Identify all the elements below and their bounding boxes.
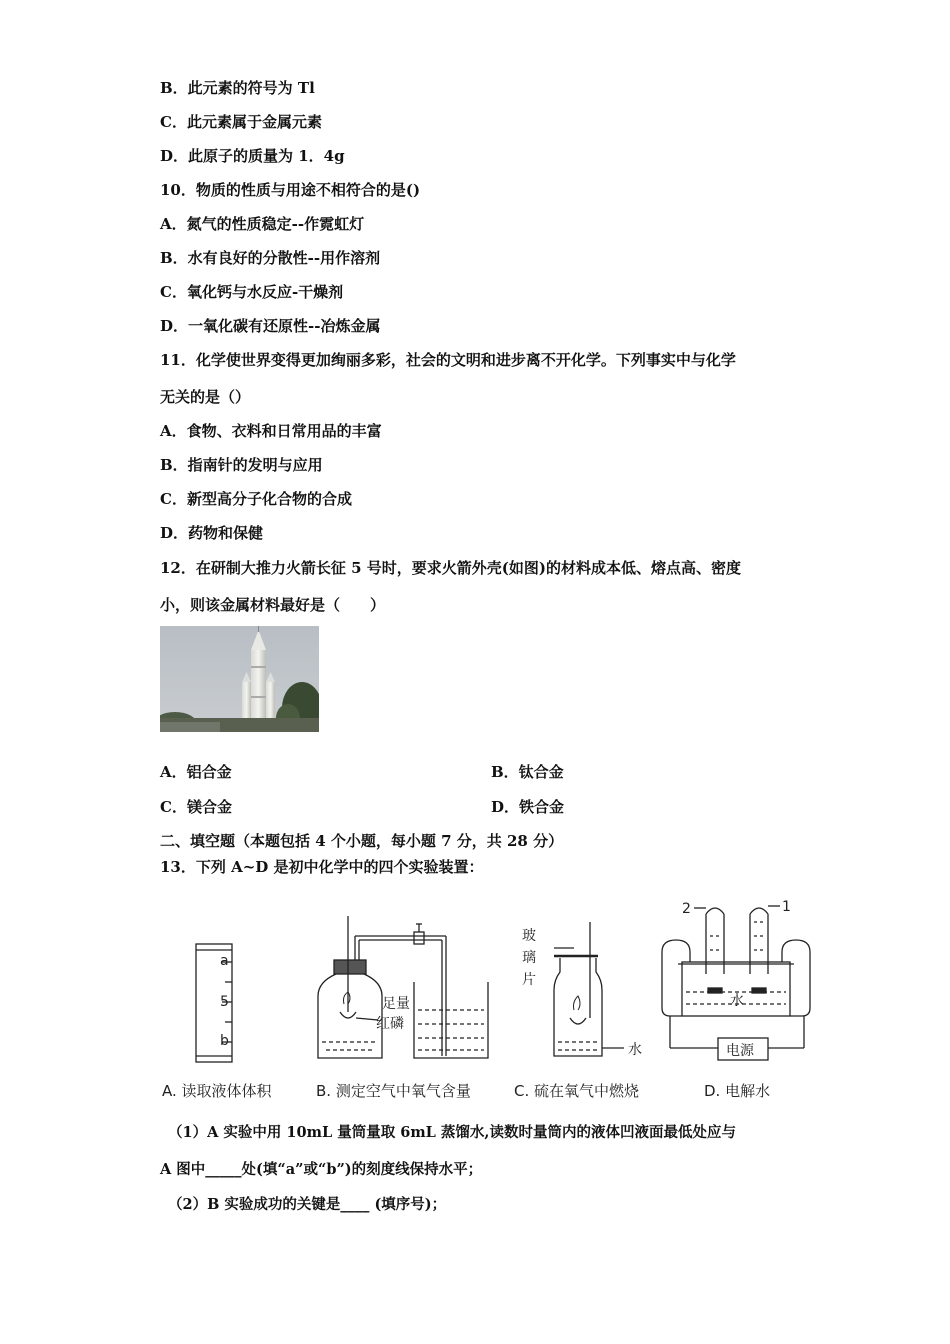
q10-option-c: C．氧化钙与水反应-干燥剂 <box>160 283 344 301</box>
label-water-d: 水 <box>730 993 744 1009</box>
q11-stem-line1: 11．化学使世界变得更加绚丽多彩，社会的文明和进步离不开化学。下列事实中与化学 <box>160 351 736 369</box>
q11-option-c: C．新型高分子化合物的合成 <box>160 490 352 508</box>
q9-option-b: B．此元素的符号为 Tl <box>160 79 315 97</box>
q11-option-b: B．指南针的发明与应用 <box>160 456 323 474</box>
apparatus-c <box>554 922 624 1056</box>
caption-b: B. 测定空气中氧气含量 <box>316 1082 471 1100</box>
caption-a: A. 读取液体体积 <box>162 1082 272 1100</box>
q11-option-a: A．食物、衣料和日常用品的丰富 <box>160 422 382 440</box>
q10-stem: 10．物质的性质与用途不相符合的是() <box>160 181 421 199</box>
q12-option-a: A．铝合金 <box>160 763 232 781</box>
mark-a: a <box>220 953 229 969</box>
label-water-c: 水 <box>628 1042 642 1058</box>
q13-part1-line1: （1）A 实验中用 10mL 量筒量取 6mL 蒸馏水,读数时量筒内的液体凹液面最低处应与 <box>168 1124 736 1141</box>
q13-part1-line2: A 图中_____处(填“a”或“b”)的刻度线保持水平； <box>160 1161 483 1178</box>
q10-option-b: B．水有良好的分散性--用作溶剂 <box>160 249 381 267</box>
q12-stem-line2: 小，则该金属材料最好是（ ） <box>160 596 386 614</box>
mark-5: 5 <box>220 994 229 1010</box>
label-power-supply: 电源 <box>726 1043 754 1059</box>
label-tube-2: 2 <box>682 901 691 917</box>
q13-stem: 13．下列 A~D 是初中化学中的四个实验装置： <box>160 858 484 876</box>
rocket-photo <box>160 626 319 732</box>
caption-d: D. 电解水 <box>704 1082 771 1100</box>
label-sufficient: 足量 <box>382 996 410 1012</box>
q12-stem-line1: 12．在研制大推力火箭长征 5 号时，要求火箭外壳(如图)的材料成本低、熔点高、密度 <box>160 559 741 577</box>
q11-option-d: D．药物和保健 <box>160 524 264 542</box>
q12-option-b: B．钛合金 <box>491 763 564 781</box>
mark-b: b <box>220 1033 229 1049</box>
q10-option-d: D．一氧化碳有还原性--冶炼金属 <box>160 317 381 335</box>
label-glass-3: 片 <box>522 972 536 988</box>
label-glass-1: 玻 <box>522 928 536 944</box>
q10-option-a: A．氮气的性质稳定--作霓虹灯 <box>160 215 365 233</box>
q9-option-d: D．此原子的质量为 1．4g <box>160 147 345 165</box>
q9-option-c: C．此元素属于金属元素 <box>160 113 322 131</box>
label-glass-2: 璃 <box>522 950 536 966</box>
q12-option-c: C．镁合金 <box>160 798 232 816</box>
q13-part2: （2）B 实验成功的关键是____ (填序号)； <box>168 1196 447 1213</box>
label-red-phosphorus: 红磷 <box>376 1016 404 1032</box>
q12-option-d: D．铁合金 <box>491 798 565 816</box>
q11-stem-line2: 无关的是（） <box>160 388 251 406</box>
experiment-figure <box>150 892 820 1102</box>
caption-c: C. 硫在氧气中燃烧 <box>514 1082 640 1100</box>
apparatus-b <box>318 916 488 1058</box>
apparatus-d <box>662 906 810 1060</box>
label-tube-1: 1 <box>782 899 791 915</box>
section-title: 二、填空题（本题包括 4 个小题，每小题 7 分，共 28 分） <box>160 832 564 850</box>
